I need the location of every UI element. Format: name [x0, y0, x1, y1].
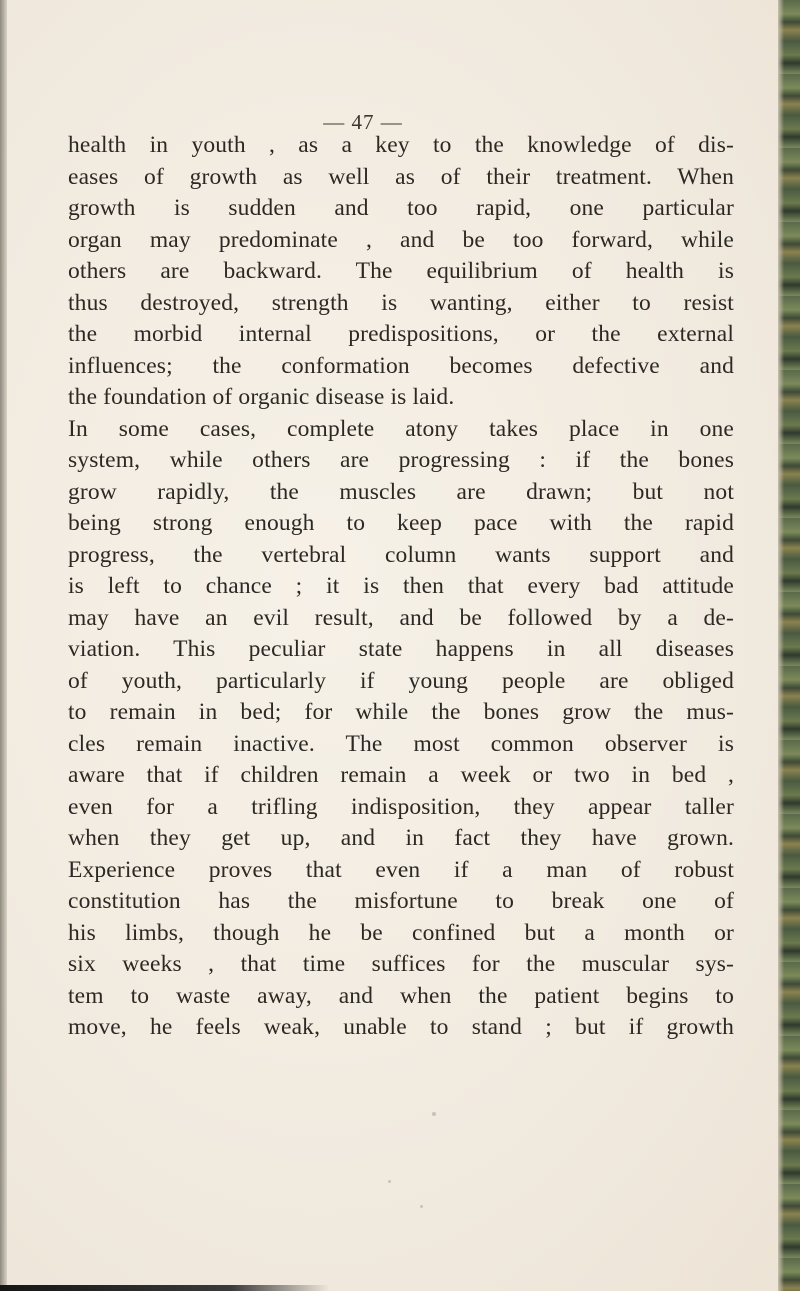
- text-line: thus destroyed, strength is wanting, either to resist: [68, 289, 734, 316]
- text-line: to remain in bed; for while the bones grow the mus-: [68, 699, 734, 725]
- text-line: even for a trifling indisposition, they appear taller: [68, 793, 734, 820]
- text-line: is left to chance ; it is then that every bad attitude: [68, 573, 734, 599]
- text-line: when they get up, and in fact they have grown.: [68, 825, 734, 851]
- book-binding-edge: [778, 0, 800, 1291]
- text-line: organ may predominate , and be too forward, while: [68, 226, 734, 253]
- text-line: tem to waste away, and when the patient begins to: [68, 982, 734, 1009]
- text-line: of youth, particularly if young people are obliged: [68, 667, 734, 694]
- paper-speck: [388, 1180, 391, 1183]
- paper-speck: [420, 1205, 423, 1208]
- text-line: cles remain inactive. The most common observer is: [68, 730, 734, 757]
- bottom-edge-shadow: [0, 1285, 330, 1291]
- text-line: move, he feels weak, unable to stand ; but if growth: [68, 1014, 734, 1040]
- body-text: [68, 130, 734, 1044]
- text-line: the morbid internal predispositions, or the external: [68, 321, 734, 347]
- text-line: growth is sudden and too rapid, one particular: [68, 195, 734, 221]
- page-number: — 47 —: [323, 110, 403, 134]
- text-line: progress, the vertebral column wants support and: [68, 541, 734, 568]
- text-line: viation. This peculiar state happens in all diseases: [68, 636, 734, 662]
- text-line: may have an evil result, and be followed by a de-: [68, 604, 734, 631]
- text-line: system, while others are progressing : if the bones: [68, 447, 734, 473]
- text-line: six weeks , that time suffices for the muscular sys-: [68, 951, 734, 977]
- text-line: aware that if children remain a week or two in bed ,: [68, 762, 734, 788]
- text-line: Experience proves that even if a man of robust: [68, 856, 734, 883]
- text-line: In some cases, complete atony takes place in one: [68, 415, 734, 442]
- paper-speck: [432, 1112, 436, 1116]
- page-left-edge: [0, 0, 7, 1291]
- text-line: grow rapidly, the muscles are drawn; but not: [68, 478, 734, 505]
- text-line: others are backward. The equilibrium of health is: [68, 258, 734, 284]
- text-line: his limbs, though he be confined but a month or: [68, 919, 734, 946]
- text-line: the foundation of organic disease is laid.: [68, 384, 455, 410]
- text-line: being strong enough to keep pace with the rapid: [68, 510, 734, 536]
- text-line: eases of growth as well as of their treatment. When: [68, 163, 734, 190]
- text-line: health in youth , as a key to the knowledge of dis-: [68, 132, 734, 158]
- text-line: influences; the conformation becomes defective and: [68, 352, 734, 379]
- text-line: constitution has the misfortune to break one of: [68, 888, 734, 914]
